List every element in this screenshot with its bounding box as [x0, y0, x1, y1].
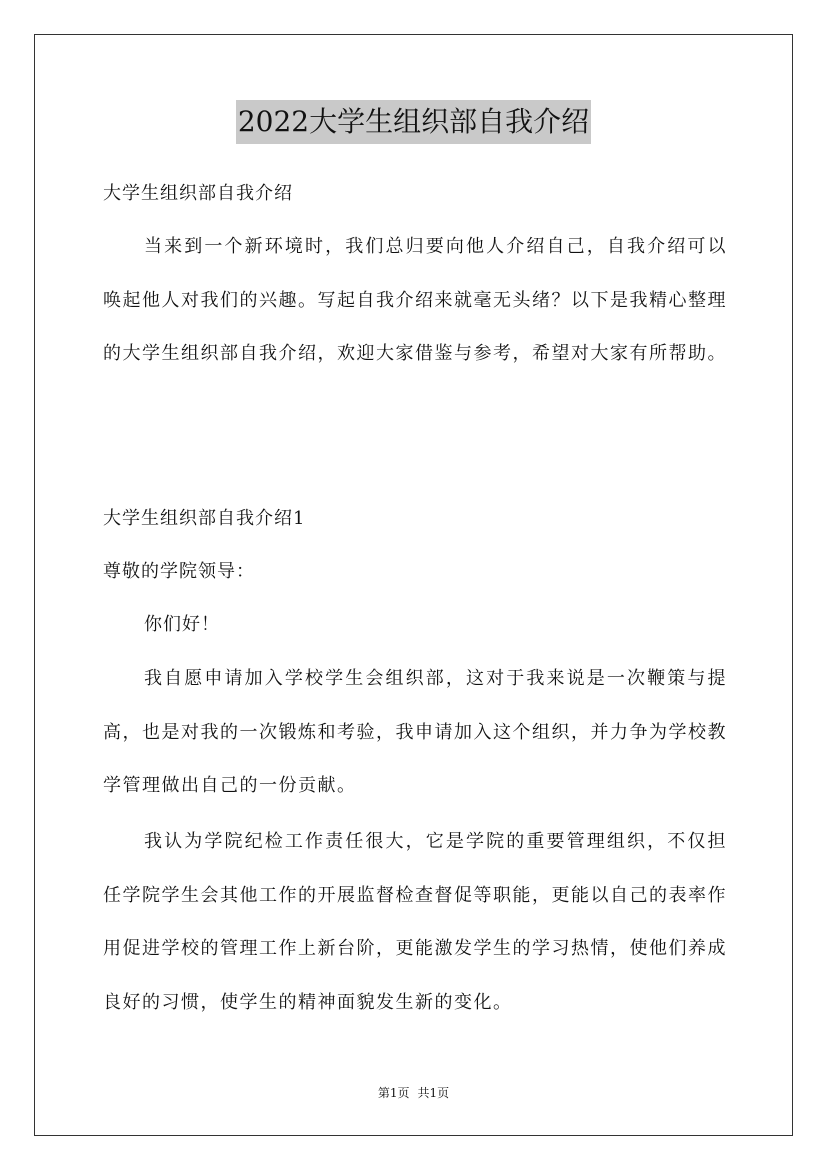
intro-paragraph: 当来到一个新环境时，我们总归要向他人介绍自己，自我介绍可以唤起他人对我们的兴趣。写起自我介绍来就毫无头绪？以下是我精心整理的大学生组织部自我介绍，欢迎大家借鉴与参考，希望对大家有所帮助。 [103, 236, 727, 364]
section-heading: 大学生组织部自我介绍1 [103, 508, 306, 529]
paragraph-2: 我认为学院纪检工作责任很大，它是学院的重要管理组织，不仅担任学院学生会其他工作的开展监督检查督促等职能，更能以自己的表率作用促进学校的管理工作上新台阶，更能激发学生的学习热情，使他们养成良好的习惯，使学生的精神面貌发生新的变化。 [103, 831, 727, 1013]
document-title: 2022大学生组织部自我介绍 [236, 100, 591, 144]
title-container [0, 100, 827, 144]
salutation: 尊敬的学院领导： [103, 561, 255, 582]
page-total: 共1页 [417, 1086, 450, 1100]
paragraph-1: 我自愿申请加入学校学生会组织部，这对于我来说是一次鞭策与提高，也是对我的一次锻炼和考验，我申请加入这个组织，并力争为学校教学管理做出自己的一份贡献。 [103, 668, 727, 796]
greeting: 你们好！ [144, 614, 220, 635]
subtitle: 大学生组织部自我介绍 [103, 183, 293, 204]
page-number: 第1页 [377, 1086, 410, 1100]
page-footer [0, 1084, 827, 1101]
